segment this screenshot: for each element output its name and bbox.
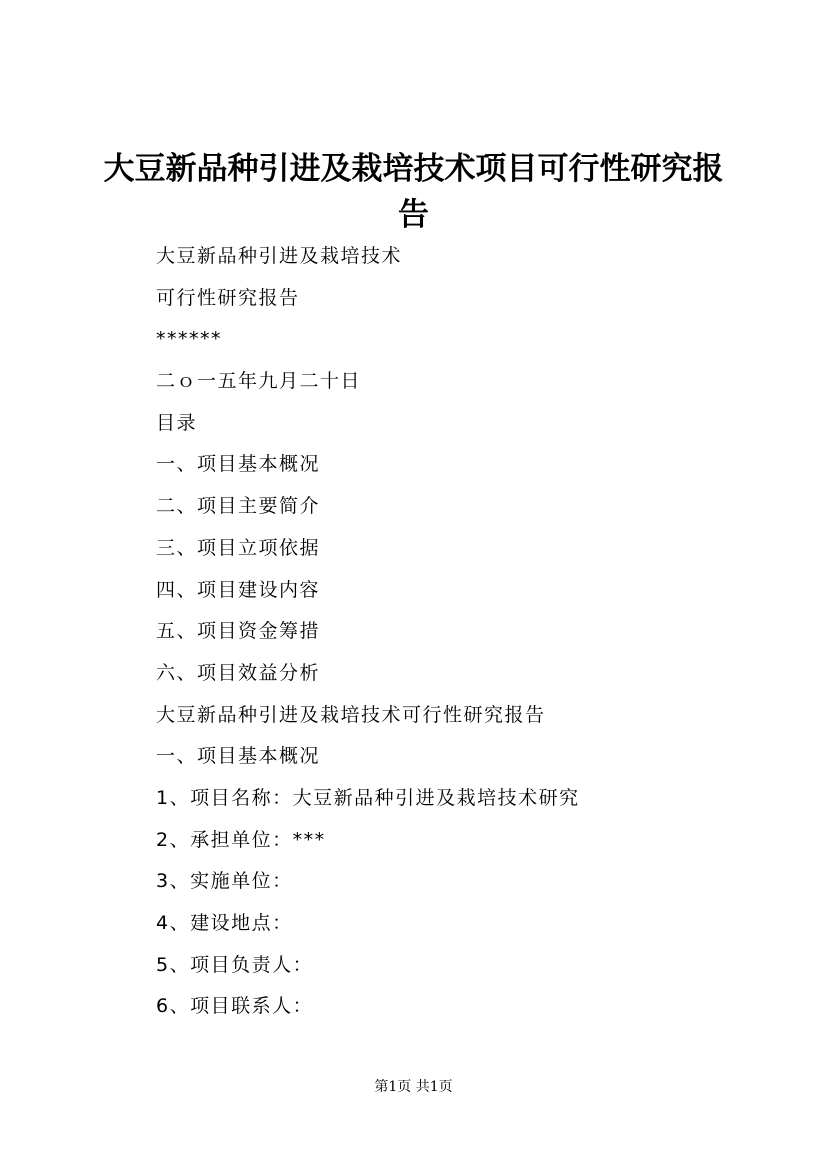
toc-item: 四、项目建设内容 [156,578,321,601]
document-title: 大豆新品种引进及栽培技术项目可行性研究报告 [103,151,724,233]
toc-item: 三、项目立项依据 [156,536,321,559]
document-date: 二ｏ一五年九月二十日 [156,370,362,393]
toc-item: 二、项目主要简介 [156,495,321,518]
page-number-footer: 第1页 共1页 [374,1079,453,1095]
organization-name: ****** [156,328,222,351]
toc-item: 一、项目基本概况 [156,453,321,476]
section-heading: 一、项目基本概况 [156,745,321,768]
cover-title-line-1: 大豆新品种引进及栽培技术 [156,245,403,267]
project-field: 6、项目联系人： [156,995,314,1018]
toc-item: 五、项目资金筹措 [156,620,321,643]
project-field: 1、项目名称：大豆新品种引进及栽培技术研究 [156,786,580,809]
document-body [156,238,716,1030]
cover-title-line-2: 可行性研究报告 [156,286,300,309]
project-field: 5、项目负责人： [156,953,314,976]
project-field: 3、实施单位： [156,870,293,893]
report-heading: 大豆新品种引进及栽培技术可行性研究报告 [156,703,546,726]
toc-heading: 目录 [156,411,198,434]
project-field: 2、承担单位：*** [156,828,326,851]
toc-item: 六、项目效益分析 [156,661,321,684]
project-field: 4、建设地点： [156,912,293,934]
